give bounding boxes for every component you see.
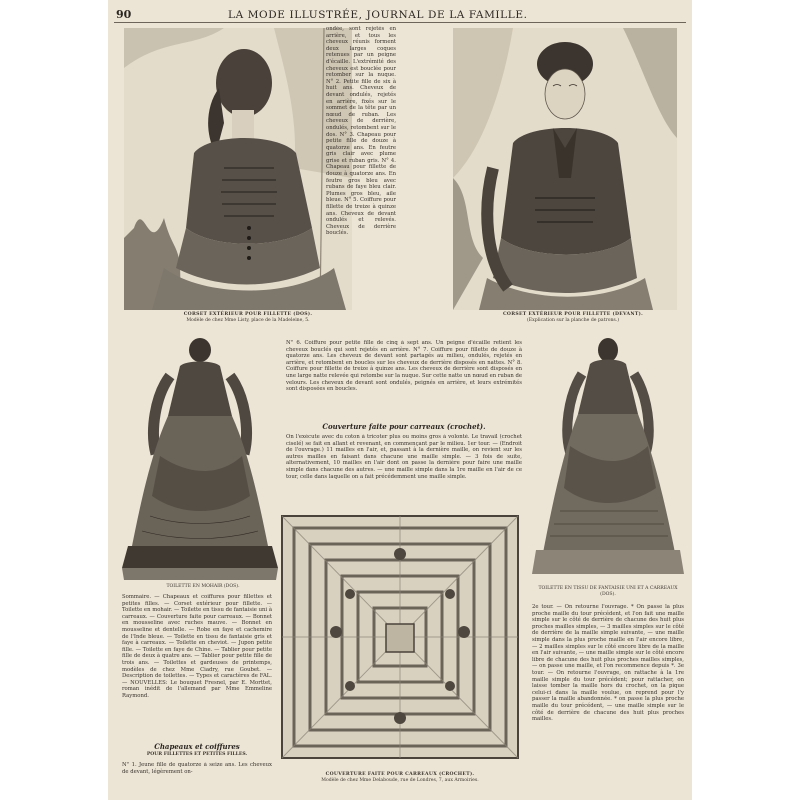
magazine-page <box>108 0 692 800</box>
toilette-mohair-illustration <box>120 336 280 584</box>
middle-column-text: ondée, sont rejetés en arrière, et tous les cheveux réunis forment deux larges coques retenues par un peigne d'écaille. L'extrémité des cheveux est bouclée pour retomber sur la nuque. N° 2. Petite fille de six à huit ans. Cheveux de devant ondulés, rejetés en arrière, fixés sur le sommet de la tête par un nœud de ruban. Les cheveux de derrière, ondulés, retombent sur le dos. N° 3. Chapeau pour petite fille de douze à quatorze ans. En feutre gris clair avec plume grise et ruban gris. N° 4. Chapeau pour fillette de douze à quatorze ans. En feutre gros bleu avec rubans de faye bleu clair. Plumes gros bleu, aile bleue. N° 5. Coiffure pour fillette de treize à quinze ans. Cheveux de devant ondulés et relevés. Cheveux de derrière bouclés. <box>326 26 396 237</box>
corset-front-caption: CORSET EXTÉRIEUR POUR FILLETTE (DEVANT). (Explication sur la planche de patrons.) <box>502 312 644 323</box>
journal-title: LA MODE ILLUSTRÉE, JOURNAL DE LA FAMILLE. <box>228 9 528 21</box>
coiffures-paragraph: N° 6. Coiffure pour petite fille de cinq à sept ans. Un peigne d'écaille retient les cheveux bouclés qui sont rejetés en arrière. N° 7. Coiffure pour fillette de douze à quatorze ans. Les cheveux de devant sont partagés au milieu, ondulés, rejetés en arrière, et retombent en boucles sur les cheveux de derrière disposés en nattes. N° 8. Coiffure pour fillette de treize à quinze ans. Les cheveux de derrière sont disposés en une large natte relevée qui retombe sur la nuque. Sur cette natte un nœud en ruban de velours. Les cheveux de devant sont ondulés, peignés en arrière, et leurs extrémités sont disposées en boucles. <box>286 340 522 393</box>
couverture-paragraph: On l'exécute avec du coton à tricoter plus ou moins gros à volonté. Le travail (crochet ciselé) se fait en allant et revenant, en commençant par le milieu. 1er tour. — (Endroit de l'ouvrage.) 11 mailles en l'air, et, passant à la dernière maille, on revient sur les autres mailles en faisant dans chacune une maille simple. — 3 fois de suite, alternativement, 10 mailles en l'air dont on passe la dernière pour faire une maille simple dans chacune des autres. — une maille simple dans la 1re maille en l'air de ce tour, celle dans laquelle on a fait précédemment une maille simple. <box>286 434 522 480</box>
chapeaux-section-subtitle: POUR FILLETTES ET PETITES FILLES. <box>146 752 248 757</box>
couverture-crochet-illustration <box>280 514 520 770</box>
couverture-section-title: Couverture faite pour carreaux (crochet). <box>322 422 486 431</box>
corset-front-illustration <box>453 28 677 310</box>
corset-back-caption: CORSET EXTÉRIEUR POUR FILLETTE (DOS). Modèle de chez Mme Listy, place de la Madeleine, 5. <box>183 312 313 323</box>
page-number: 90 <box>116 8 132 21</box>
right-column-text: 2e tour. — On retourne l'ouvrage. * On passe la plus proche maille du tour précédent, et l'on fait une maille simple sur le côté de derrière de chacune des huit plus proches mailles simples, — 3 mailles simples sur le côté de derrière de la maille simple suivante, — une maille simple dans la plus proche maille en l'air encore libre, — 2 mailles simples sur le côté encore libre de la maille en l'air suivante, — une maille simple sur le côté encore libre de chacune des huit plus proches mailles simples, — on passe une maille, et l'on recommence depuis *. 3e tour. — On retourne l'ouvrage, on rattache à la 1re maille simple du tour précédent; pour rattacher, on laisse tomber la maille hors du crochet, on la pique celui-ci dans la maille voulue, on reprend pour l'y passer la maille abandonnée. * on passe la plus proche maille du tour précédent, — une maille simple sur le côté de derrière de chacune des huit plus proches mailles. <box>532 604 684 723</box>
toilette-mohair-caption: TOILETTE EN MOHAIR (DOS). <box>166 584 240 589</box>
toilette-tissu-caption: TOILETTE EN TISSU DE FANTAISIE UNI ET A CARREAUX (DOS). <box>538 586 678 597</box>
couverture-caption: COUVERTURE FAITE POUR CARREAUX (CROCHET). Modèle de chez Mme Delaboude, rue de Londres, 7, aux Armoiries. <box>321 772 479 783</box>
chapeaux-paragraph: N° 1. Jeune fille de quatorze à seize ans. Les cheveux de devant, légèrement on- <box>122 762 272 775</box>
chapeaux-section-title: Chapeaux et coiffures <box>154 742 240 751</box>
corset-back-illustration <box>124 28 352 310</box>
toilette-tissu-illustration <box>530 336 686 580</box>
header-rule <box>114 22 686 23</box>
sommaire-text: Sommaire. — Chapeaux et coiffures pour fillettes et petites filles. — Corset extérieur pour fillette. — Toilette en mohair. — Toilette en tissu de fantaisie uni à carreaux. — Couverture faite pour carreaux. — Bonnet en mousseline avec ruches mauve. — Bonnet en mousseline et dentelle. — Robe en faye et cachemire de l'Inde bleue. — Toilette en tissu de fantaisie gris et faye à carreaux. — Toilette en cheviot. — Jupon petite fille. — Toilette en faye de Chine. — Tablier pour petite fille de deux à quatre ans. — Tablier pour petite fille de trois ans. — Toilettes et gardeuses de printemps, modèles de chez Mme Ciadry, rue Goubet. — Description de toilettes. — Types et caractères de FAL. — NOUVELLES: Le bouquet Fresnel, par E. Morttet, roman inédit de l'allemand par Mme Emmeline Raymond. <box>122 594 272 699</box>
page-header <box>108 6 692 20</box>
